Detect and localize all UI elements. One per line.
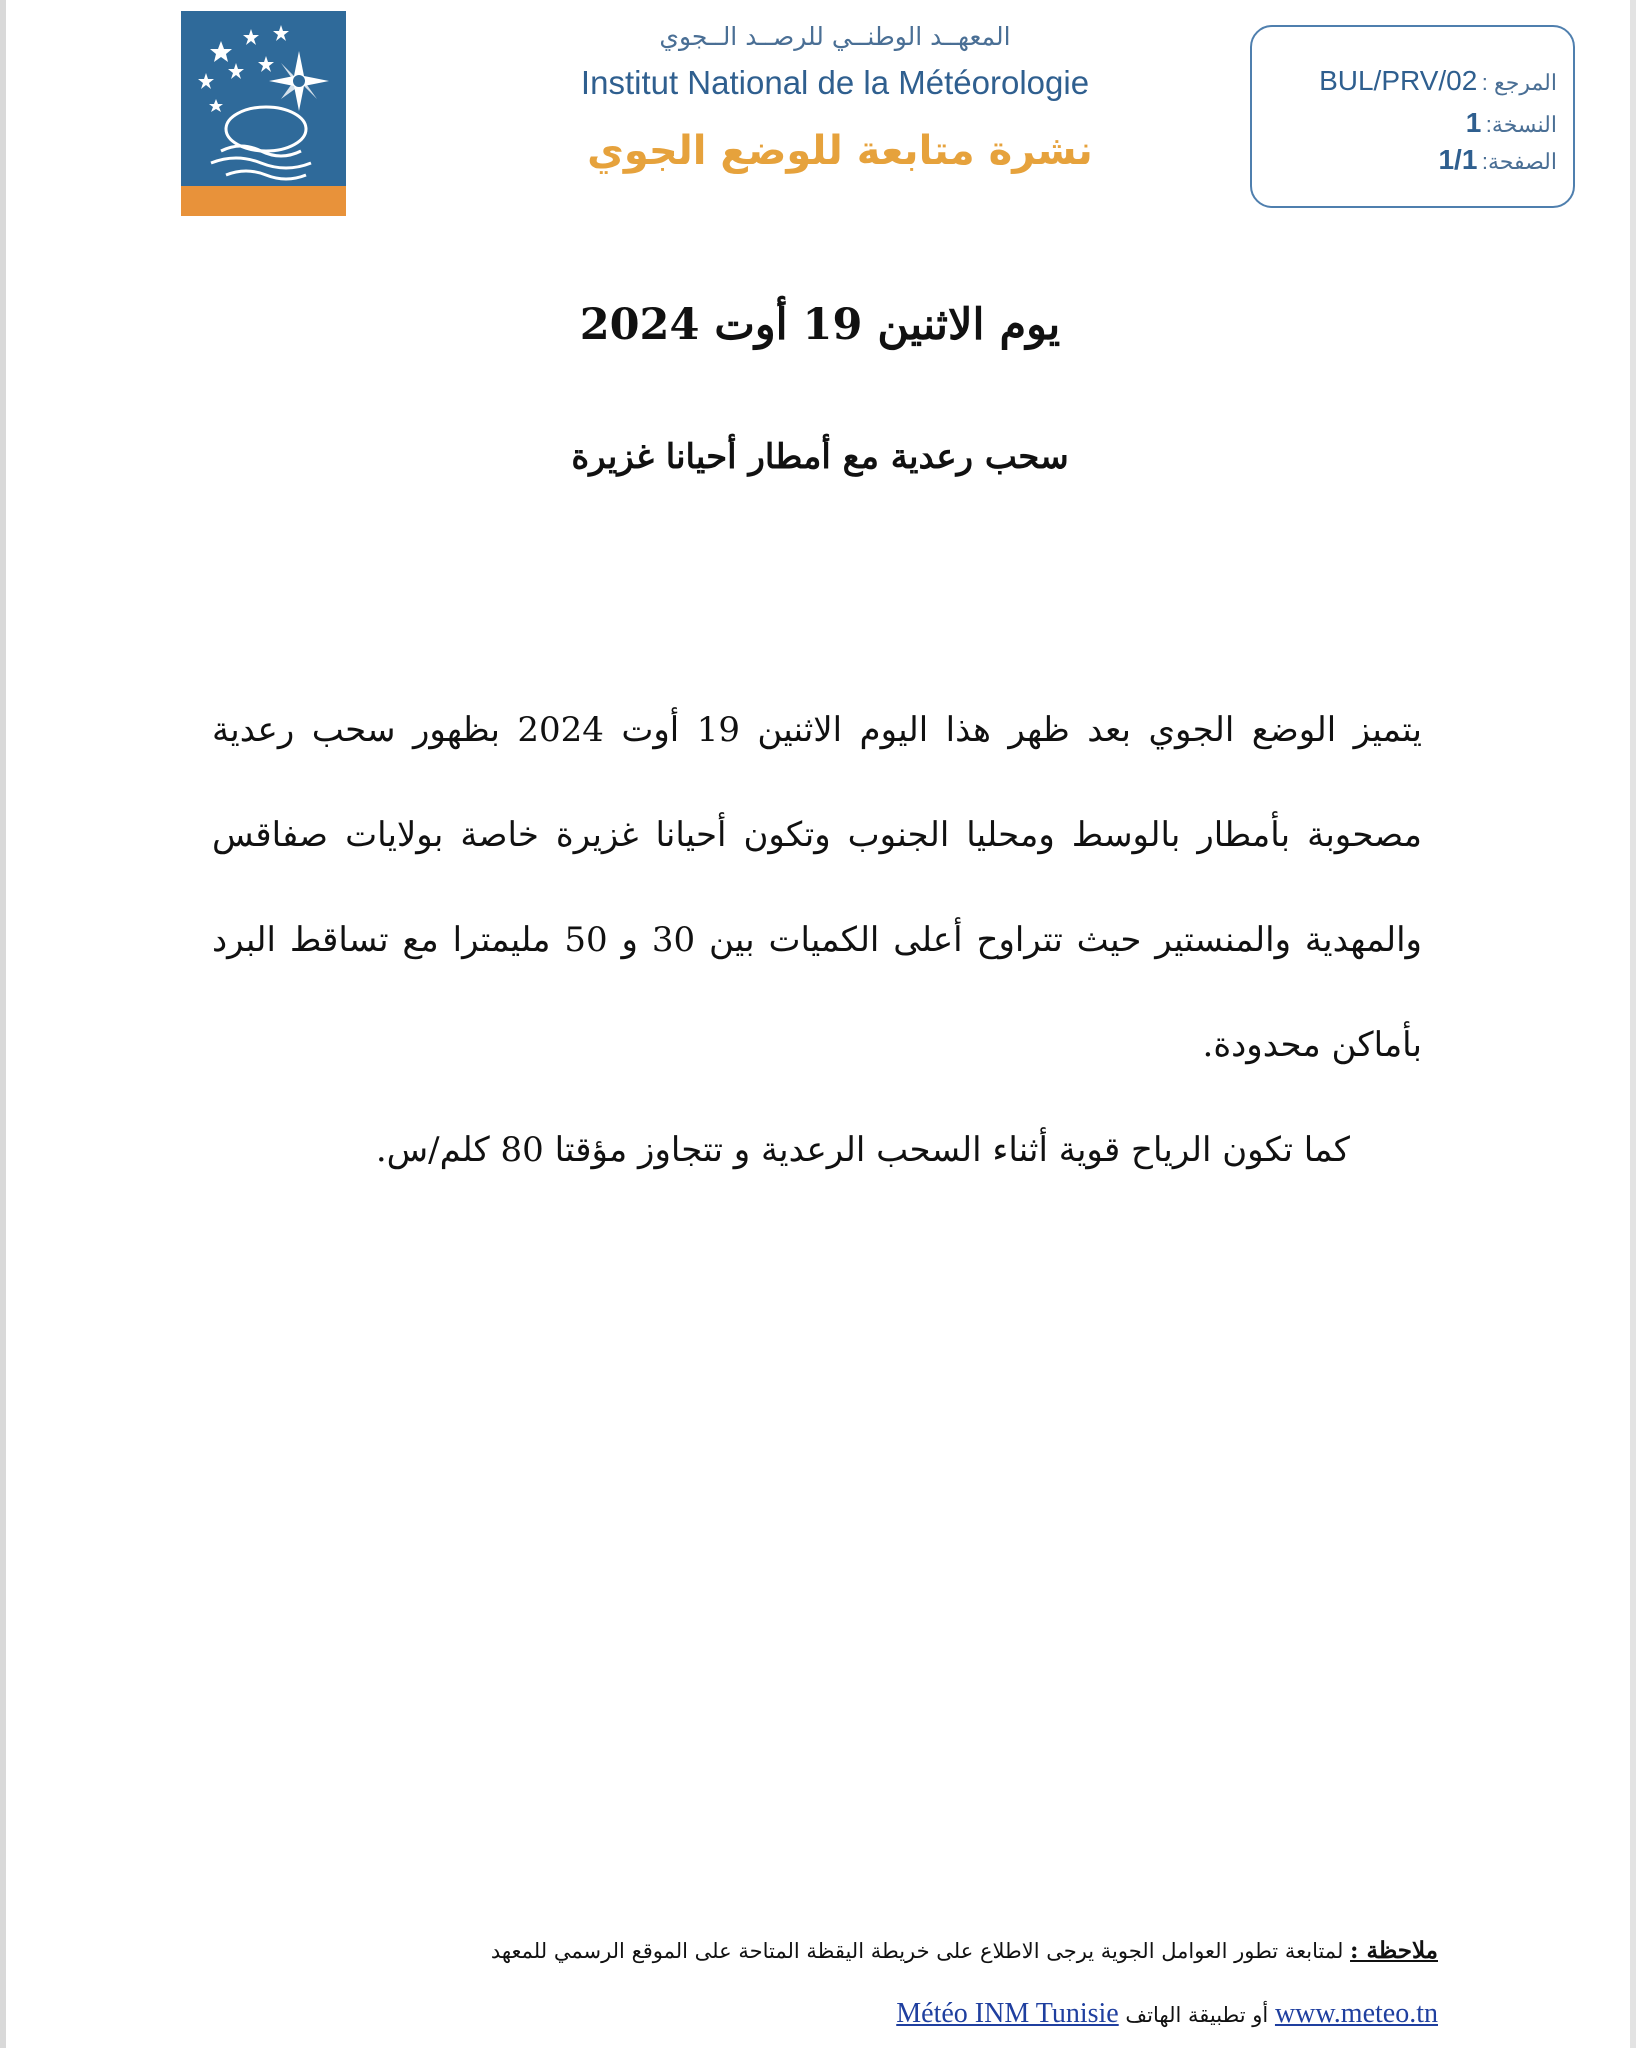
version-label: النسخة: bbox=[1485, 112, 1557, 137]
page-edge-left bbox=[0, 0, 6, 2048]
version-value: 1 bbox=[1465, 107, 1482, 138]
reference-value: BUL/PRV/02 bbox=[1319, 65, 1478, 96]
logo-emblem-icon bbox=[181, 11, 346, 186]
version-row bbox=[1466, 107, 1557, 139]
winds-paragraph: كما تكون الرياح قوية أثناء السحب الرعدية و تتجاوز مؤقتا 80 كلم/س. bbox=[375, 1130, 1350, 1170]
page-number-value: 1/1 bbox=[1438, 144, 1478, 175]
note-label: ملاحظة : bbox=[1350, 1937, 1438, 1964]
bulletin-date: يوم الاثنين 19 أوت 2024 bbox=[579, 300, 1061, 350]
page-number-row bbox=[1438, 144, 1557, 176]
note-text: لمتابعة تطور العوامل الجوية يرجى الاطلاع على خريطة اليقظة المتاحة على الموقع الرسمي للمعهد bbox=[490, 1939, 1344, 1963]
footer-note bbox=[270, 1937, 1438, 1964]
institute-name-french: Institut National de la Météorologie bbox=[580, 64, 1090, 101]
forecast-paragraph: يتميز الوضع الجوي بعد ظهر هذا اليوم الاثنين 19 أوت 2024 بظهور سحب رعدية مصحوبة بأمطار بالوسط ومحليا الجنوب وتكون أحيانا غزيرة خاصة بولايات صفاقس والمهدية والمنستير حيث تتراوح أعلى الكميات بين 30 و 50 مليمترا مع تساقط البرد بأماكن محدودة. bbox=[212, 710, 1422, 1065]
bulletin-subtitle: سحب رعدية مع أمطار أحيانا غزيرة bbox=[571, 437, 1069, 477]
app-link[interactable]: Météo INM Tunisie bbox=[896, 1998, 1119, 2029]
or-app-text: أو تطبيقة الهاتف bbox=[1125, 2003, 1269, 2027]
reference-label: المرجع : bbox=[1481, 70, 1557, 95]
bulletin-title: نشرة متابعة للوضع الجوي bbox=[587, 128, 1093, 174]
page-number-label: الصفحة: bbox=[1481, 149, 1557, 174]
inm-logo bbox=[181, 11, 346, 216]
footer-links bbox=[700, 1998, 1438, 2030]
logo-orange-band bbox=[181, 186, 346, 216]
reference-row bbox=[1319, 65, 1557, 97]
institute-name-arabic: المعهــد الوطنــي للرصــد الــجوي bbox=[659, 22, 1011, 51]
reference-box bbox=[1250, 25, 1575, 208]
page-edge-right bbox=[1630, 0, 1636, 2048]
website-link[interactable]: www.meteo.tn bbox=[1274, 1998, 1438, 2029]
